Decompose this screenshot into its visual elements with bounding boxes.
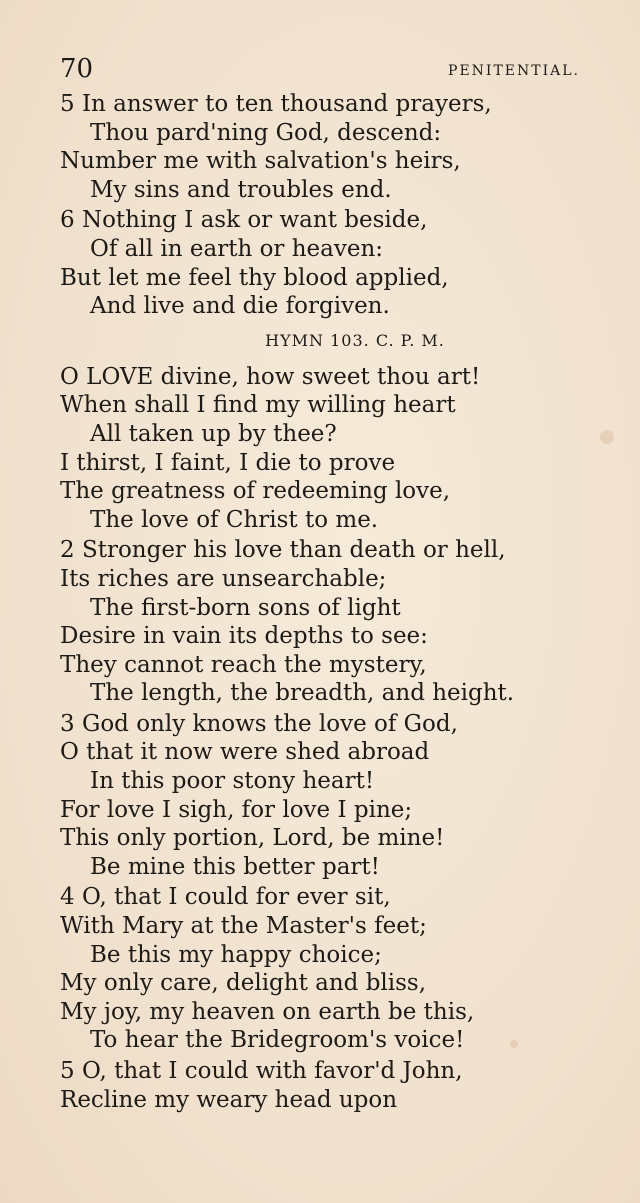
- page-number: 70: [60, 54, 94, 84]
- verse-line: O LOVE divine, how sweet thou art!: [60, 363, 481, 390]
- verse-line: The length, the breadth, and height.: [90, 680, 515, 707]
- verse-line: 4 O, that I could for ever sit,: [60, 884, 391, 911]
- verse-line: Recline my weary head upon: [60, 1086, 398, 1113]
- verse-line: Be this my happy choice;: [90, 941, 382, 968]
- verse-line: The love of Christ to me.: [90, 506, 379, 533]
- verse-line: 5 O, that I could with favor'd John,: [60, 1058, 463, 1084]
- verse-line: This only portion, Lord, be mine!: [60, 825, 445, 852]
- stanza-1: [60, 363, 620, 535]
- stanza-5-prev-hymn: [60, 90, 620, 204]
- running-head: PENITENTIAL.: [448, 63, 580, 79]
- verse-line: And live and die forgiven.: [90, 293, 390, 320]
- verse-line: All taken up by thee?: [90, 420, 337, 447]
- verse-line: 2 Stronger his love than death or hell,: [60, 537, 506, 564]
- verse-line: The first-born sons of light: [90, 594, 401, 621]
- verse-line: My joy, my heaven on earth be this,: [60, 998, 475, 1025]
- verse-line: Desire in vain its depths to see:: [60, 623, 428, 650]
- page-header: [60, 52, 580, 86]
- hymn-text: [60, 90, 620, 1116]
- verse-line: My sins and troubles end.: [90, 176, 392, 203]
- verse-line: I thirst, I faint, I die to prove: [60, 449, 396, 476]
- verse-line: Its riches are unsearchable;: [60, 565, 387, 592]
- stanza-2: [60, 536, 620, 708]
- verse-line: 6 Nothing I ask or want beside,: [60, 207, 428, 234]
- hymn-heading: HYMN 103. C. P. M.: [265, 330, 445, 350]
- verse-line: For love I sigh, for love I pine;: [60, 796, 413, 823]
- verse-line: To hear the Bridegroom's voice!: [90, 1027, 465, 1054]
- verse-line: My only care, delight and bliss,: [60, 970, 427, 997]
- stanza-3: [60, 710, 620, 882]
- verse-line: O that it now were shed abroad: [60, 739, 430, 766]
- verse-line: In this poor stony heart!: [90, 768, 375, 795]
- stanza-4: [60, 883, 620, 1055]
- verse-line: With Mary at the Master's feet;: [60, 913, 427, 940]
- stanza-5: [60, 1057, 620, 1114]
- verse-line: 3 God only knows the love of God,: [60, 710, 458, 737]
- verse-line: But let me feel thy blood applied,: [60, 264, 449, 291]
- verse-line: Number me with salvation's heirs,: [60, 148, 461, 175]
- verse-line: Be mine this better part!: [90, 853, 380, 880]
- verse-line: Of all in earth or heaven:: [90, 235, 384, 262]
- verse-line: Thou pard'ning God, descend:: [90, 119, 442, 146]
- verse-line: 5 In answer to ten thousand prayers,: [60, 91, 492, 117]
- verse-line: When shall I find my willing heart: [60, 392, 456, 419]
- verse-line: The greatness of redeeming love,: [60, 478, 451, 505]
- stanza-6-prev-hymn: [60, 206, 620, 320]
- verse-line: They cannot reach the mystery,: [60, 651, 427, 678]
